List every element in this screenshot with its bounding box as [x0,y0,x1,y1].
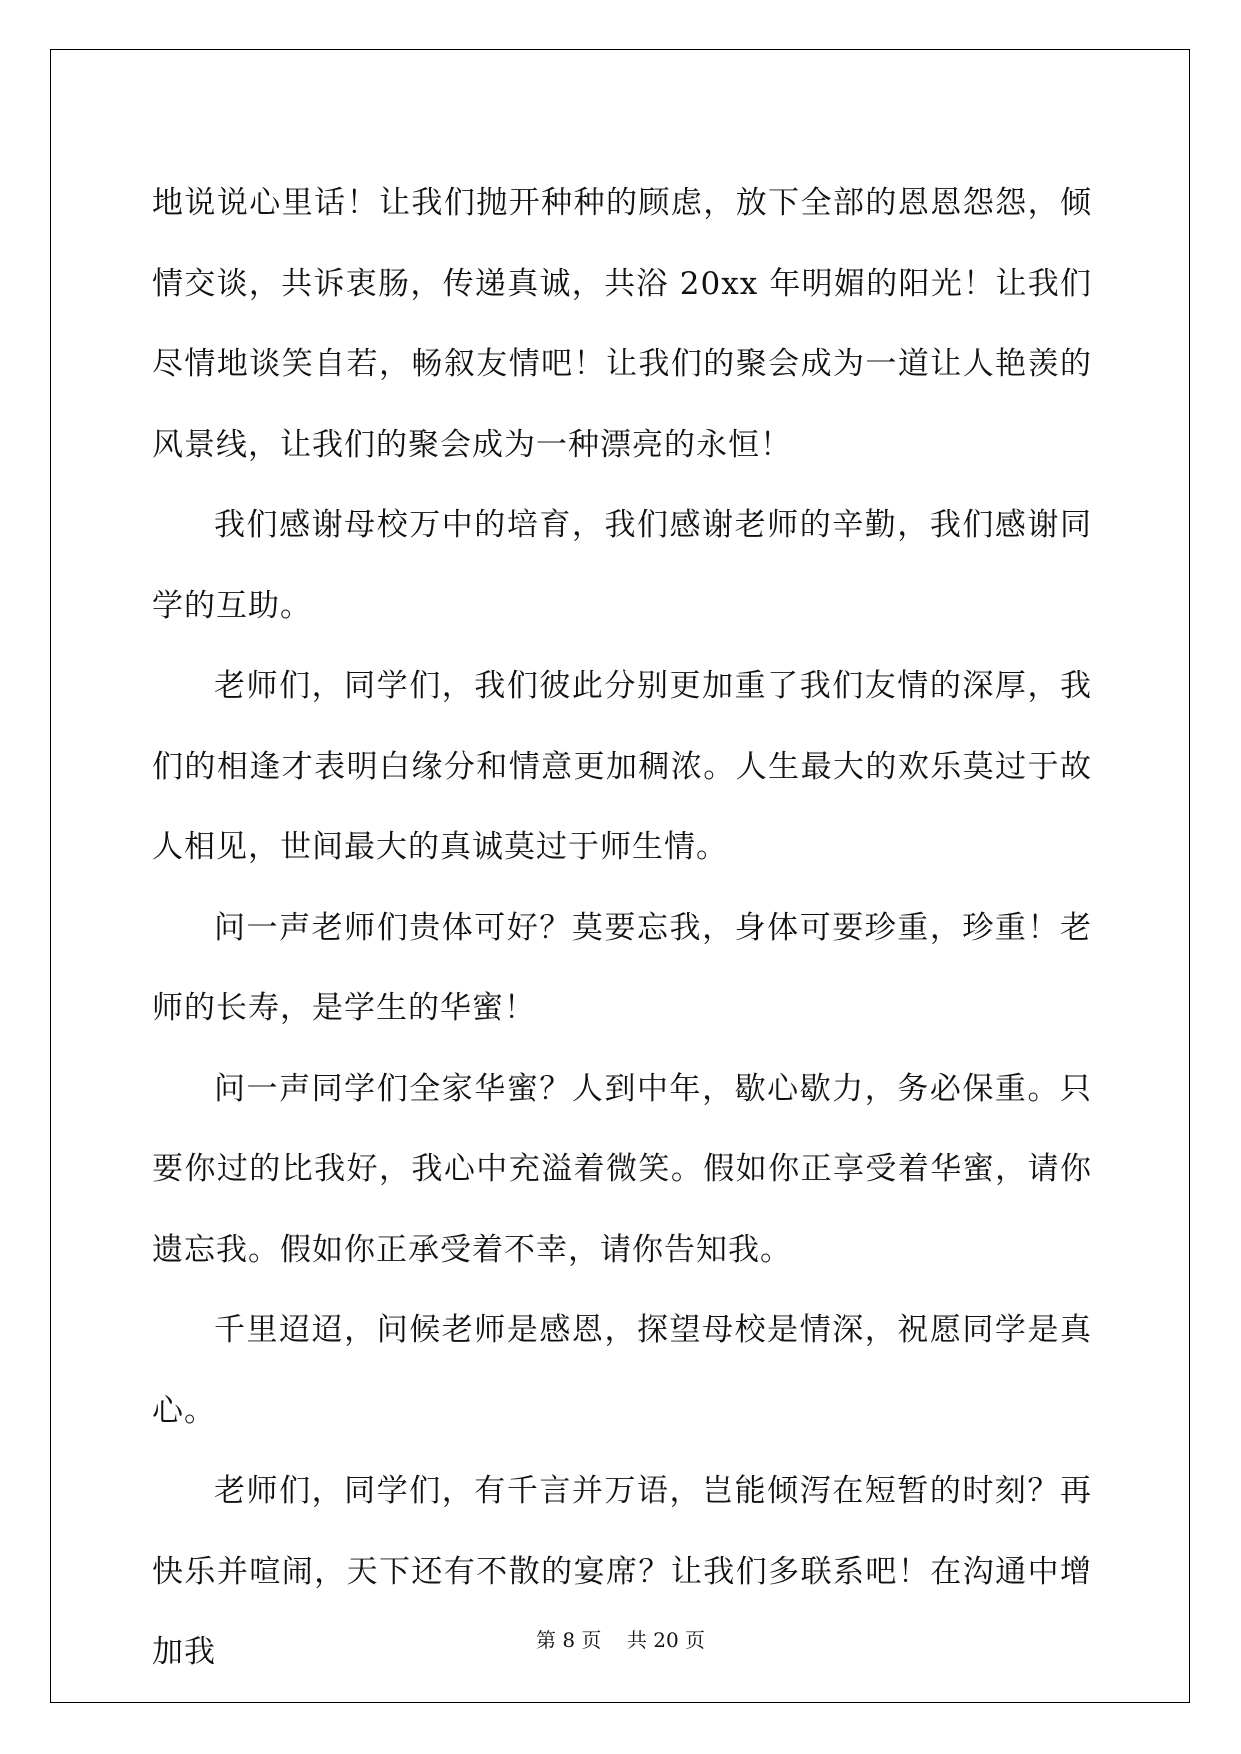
paragraph: 千里迢迢，问候老师是感恩，探望母校是情深，祝愿同学是真心。 [152,1312,1092,1429]
paragraph: 我们感谢母校万中的培育，我们感谢老师的辛勤，我们感谢同学的互助。 [152,507,1092,624]
document-body [152,163,1092,1693]
page-number: 第 8 页 [535,1628,602,1652]
paragraph: 老师们，同学们，有千言并万语，岂能倾泻在短暂的时刻？再快乐并喧闹，天下还有不散的宴席？让我们多联系吧！在沟通中增加我 [152,1473,1092,1670]
paragraph: 地说说心里话！让我们抛开种种的顾虑，放下全部的恩恩怨怨，倾情交谈，共诉衷肠，传递真诚，共浴 20xx 年明媚的阳光！让我们尽情地谈笑自若，畅叙友情吧！让我们的聚会成为一道让人艳羡的风景线，让我们的聚会成为一种漂亮的永恒！ [152,185,1092,463]
page-total: 共 20 页 [626,1628,706,1652]
paragraph: 问一声同学们全家华蜜？人到中年，歇心歇力，务必保重。只要你过的比我好，我心中充溢着微笑。假如你正享受着华蜜，请你遗忘我。假如你正承受着不幸，请你告知我。 [152,1070,1092,1268]
paragraph: 老师们，同学们，我们彼此分别更加重了我们友情的深厚，我们的相逢才表明白缘分和情意更加稠浓。人生最大的欢乐莫过于故人相见，世间最大的真诚莫过于师生情。 [152,668,1092,865]
page-footer [0,1624,1241,1653]
paragraph: 问一声老师们贵体可好？莫要忘我，身体可要珍重，珍重！老师的长寿，是学生的华蜜！ [152,909,1092,1026]
